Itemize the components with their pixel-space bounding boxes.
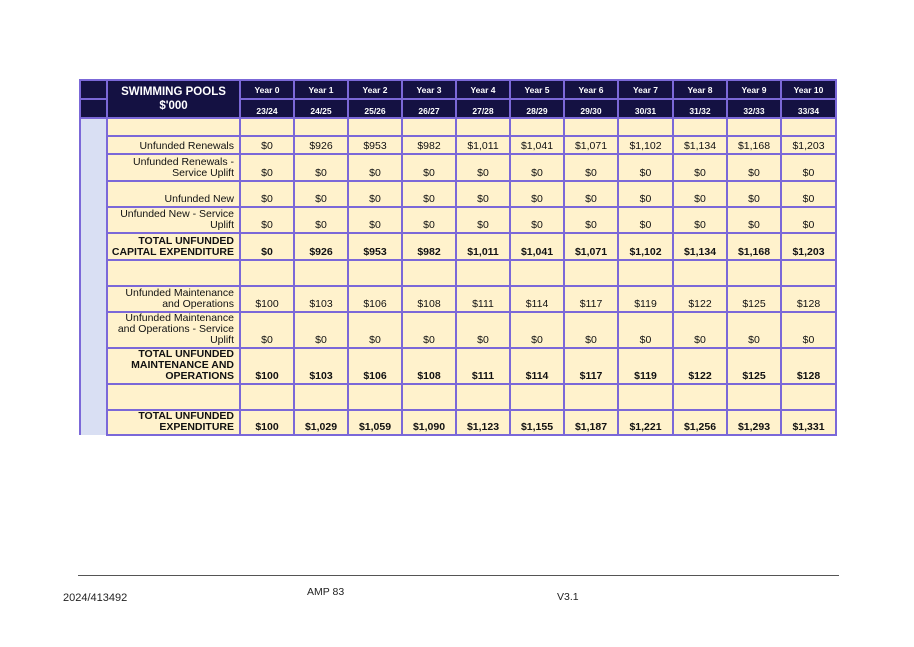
- row-label: [107, 384, 240, 410]
- row-value-year-2: $106: [348, 286, 402, 312]
- row-value-year-6: [564, 384, 618, 410]
- row-value-year-5: $0: [510, 207, 564, 233]
- row-value-year-3: [402, 260, 456, 286]
- row-value-year-0: $100: [240, 286, 294, 312]
- row-label: [107, 260, 240, 286]
- header-period-7: 30/31: [618, 99, 673, 118]
- table-row: [80, 207, 836, 233]
- row-value-year-7: [618, 260, 673, 286]
- row-value-year-2: $0: [348, 181, 402, 207]
- row-label: TOTAL UNFUNDED EXPENDITURE: [107, 410, 240, 435]
- row-value-year-0: $0: [240, 312, 294, 348]
- header-year-8: Year 8: [673, 80, 727, 99]
- spacer-row: [80, 260, 836, 286]
- row-value-year-6: [564, 118, 618, 136]
- row-value-year-3: $982: [402, 136, 456, 154]
- row-value-year-6: $1,187: [564, 410, 618, 435]
- row-value-year-6: $1,071: [564, 233, 618, 260]
- row-value-year-10: $1,203: [781, 136, 836, 154]
- row-value-year-2: $0: [348, 207, 402, 233]
- row-value-year-7: $0: [618, 181, 673, 207]
- row-value-year-8: $1,134: [673, 233, 727, 260]
- row-value-year-5: $114: [510, 286, 564, 312]
- row-value-year-1: [294, 118, 348, 136]
- row-value-year-3: $982: [402, 233, 456, 260]
- row-value-year-4: [456, 118, 510, 136]
- row-value-year-4: $0: [456, 154, 510, 181]
- table-title: [107, 80, 240, 118]
- table-header: [80, 80, 836, 118]
- row-value-year-1: $0: [294, 207, 348, 233]
- footer-doc-number: 2024/413492: [63, 592, 128, 604]
- footer-page-label: AMP 83: [307, 586, 345, 598]
- row-label: Unfunded New: [107, 181, 240, 207]
- row-value-year-3: $108: [402, 348, 456, 384]
- row-value-year-2: $0: [348, 154, 402, 181]
- row-value-year-5: $1,041: [510, 136, 564, 154]
- header-period-1: 24/25: [294, 99, 348, 118]
- row-value-year-8: $0: [673, 312, 727, 348]
- row-label: Unfunded Renewals - Service Uplift: [107, 154, 240, 181]
- header-period-10: 33/34: [781, 99, 836, 118]
- row-value-year-8: $1,134: [673, 136, 727, 154]
- table-row: [80, 410, 836, 435]
- row-value-year-1: $0: [294, 181, 348, 207]
- header-year-3: Year 3: [402, 80, 456, 99]
- table-title-line2: $'000: [159, 100, 188, 112]
- row-value-year-9: $0: [727, 312, 781, 348]
- header-year-2: Year 2: [348, 80, 402, 99]
- footer-divider: [78, 575, 839, 576]
- row-value-year-3: $0: [402, 312, 456, 348]
- header-period-4: 27/28: [456, 99, 510, 118]
- header-year-7: Year 7: [618, 80, 673, 99]
- row-strip-cell: [80, 260, 107, 286]
- row-value-year-3: $0: [402, 154, 456, 181]
- row-value-year-2: $953: [348, 233, 402, 260]
- row-value-year-10: $128: [781, 348, 836, 384]
- row-value-year-2: [348, 118, 402, 136]
- row-value-year-0: $0: [240, 233, 294, 260]
- row-label: TOTAL UNFUNDED CAPITAL EXPENDITURE: [107, 233, 240, 260]
- row-value-year-3: [402, 384, 456, 410]
- row-value-year-1: $926: [294, 233, 348, 260]
- row-value-year-9: [727, 384, 781, 410]
- row-value-year-10: $0: [781, 154, 836, 181]
- row-value-year-2: [348, 260, 402, 286]
- row-value-year-8: $1,256: [673, 410, 727, 435]
- row-value-year-3: $0: [402, 181, 456, 207]
- row-value-year-10: $1,203: [781, 233, 836, 260]
- row-value-year-7: $1,102: [618, 233, 673, 260]
- row-value-year-1: $0: [294, 312, 348, 348]
- table-body: [80, 118, 836, 435]
- row-value-year-9: $125: [727, 286, 781, 312]
- row-value-year-9: $1,168: [727, 136, 781, 154]
- row-label: Unfunded Maintenance and Operations: [107, 286, 240, 312]
- header-period-8: 31/32: [673, 99, 727, 118]
- row-value-year-5: [510, 260, 564, 286]
- row-value-year-8: [673, 118, 727, 136]
- row-value-year-4: [456, 384, 510, 410]
- row-value-year-1: $103: [294, 286, 348, 312]
- row-value-year-7: $0: [618, 312, 673, 348]
- row-value-year-4: $1,011: [456, 136, 510, 154]
- row-value-year-4: [456, 260, 510, 286]
- header-period-3: 26/27: [402, 99, 456, 118]
- header-period-5: 28/29: [510, 99, 564, 118]
- row-value-year-9: $0: [727, 181, 781, 207]
- row-value-year-7: [618, 384, 673, 410]
- row-value-year-9: $1,293: [727, 410, 781, 435]
- row-value-year-8: $122: [673, 348, 727, 384]
- spacer-row: [80, 118, 836, 136]
- row-label: Unfunded Renewals: [107, 136, 240, 154]
- row-label: [107, 118, 240, 136]
- row-value-year-10: $128: [781, 286, 836, 312]
- row-value-year-10: [781, 260, 836, 286]
- row-value-year-7: $1,102: [618, 136, 673, 154]
- row-value-year-8: $122: [673, 286, 727, 312]
- table-row: [80, 136, 836, 154]
- row-value-year-6: $0: [564, 312, 618, 348]
- row-label: TOTAL UNFUNDED MAINTENANCE AND OPERATIONS: [107, 348, 240, 384]
- row-value-year-2: $0: [348, 312, 402, 348]
- row-strip-cell: [80, 286, 107, 312]
- table-row: [80, 286, 836, 312]
- row-value-year-5: $114: [510, 348, 564, 384]
- row-value-year-6: $0: [564, 207, 618, 233]
- row-value-year-4: $0: [456, 207, 510, 233]
- row-value-year-10: $0: [781, 181, 836, 207]
- swimming-pools-unfunded-table: [79, 79, 837, 436]
- header-year-0: Year 0: [240, 80, 294, 99]
- row-value-year-8: $0: [673, 154, 727, 181]
- row-value-year-0: [240, 384, 294, 410]
- row-label: Unfunded New - Service Uplift: [107, 207, 240, 233]
- row-strip-cell: [80, 118, 107, 136]
- header-period-9: 32/33: [727, 99, 781, 118]
- row-strip-cell: [80, 410, 107, 435]
- row-value-year-9: $1,168: [727, 233, 781, 260]
- header-year-5: Year 5: [510, 80, 564, 99]
- row-label: Unfunded Maintenance and Operations - Service Uplift: [107, 312, 240, 348]
- row-strip-cell: [80, 348, 107, 384]
- row-strip-cell: [80, 233, 107, 260]
- table-row: [80, 233, 836, 260]
- header-strip-cell: [80, 80, 107, 99]
- row-value-year-9: [727, 260, 781, 286]
- row-strip-cell: [80, 312, 107, 348]
- row-value-year-10: $1,331: [781, 410, 836, 435]
- table-row: [80, 181, 836, 207]
- row-value-year-10: $0: [781, 312, 836, 348]
- row-value-year-6: $0: [564, 181, 618, 207]
- row-value-year-8: [673, 384, 727, 410]
- row-value-year-7: [618, 118, 673, 136]
- header-year-4: Year 4: [456, 80, 510, 99]
- row-value-year-6: $117: [564, 286, 618, 312]
- row-value-year-7: $1,221: [618, 410, 673, 435]
- row-value-year-0: $0: [240, 154, 294, 181]
- row-value-year-7: $119: [618, 348, 673, 384]
- row-value-year-2: $953: [348, 136, 402, 154]
- header-year-9: Year 9: [727, 80, 781, 99]
- row-value-year-4: $111: [456, 348, 510, 384]
- row-strip-cell: [80, 154, 107, 181]
- row-value-year-4: $1,011: [456, 233, 510, 260]
- row-value-year-4: $0: [456, 181, 510, 207]
- row-value-year-1: $926: [294, 136, 348, 154]
- row-value-year-5: $0: [510, 154, 564, 181]
- row-value-year-1: $103: [294, 348, 348, 384]
- row-value-year-10: $0: [781, 207, 836, 233]
- row-value-year-8: $0: [673, 181, 727, 207]
- row-value-year-2: $1,059: [348, 410, 402, 435]
- header-period-2: 25/26: [348, 99, 402, 118]
- row-value-year-8: [673, 260, 727, 286]
- row-value-year-2: $106: [348, 348, 402, 384]
- row-value-year-10: [781, 118, 836, 136]
- row-value-year-0: [240, 260, 294, 286]
- row-value-year-9: $0: [727, 207, 781, 233]
- row-value-year-3: [402, 118, 456, 136]
- row-value-year-3: $108: [402, 286, 456, 312]
- row-value-year-5: $0: [510, 312, 564, 348]
- header-period-0: 23/24: [240, 99, 294, 118]
- row-strip-cell: [80, 181, 107, 207]
- row-value-year-3: $1,090: [402, 410, 456, 435]
- row-strip-cell: [80, 136, 107, 154]
- row-value-year-4: $1,123: [456, 410, 510, 435]
- row-value-year-0: $100: [240, 410, 294, 435]
- row-value-year-5: [510, 384, 564, 410]
- row-value-year-9: [727, 118, 781, 136]
- header-year-1: Year 1: [294, 80, 348, 99]
- table-row: [80, 348, 836, 384]
- header-strip-cell: [80, 99, 107, 118]
- header-year-10: Year 10: [781, 80, 836, 99]
- row-value-year-6: [564, 260, 618, 286]
- row-value-year-0: $100: [240, 348, 294, 384]
- row-value-year-0: $0: [240, 136, 294, 154]
- row-value-year-1: $1,029: [294, 410, 348, 435]
- row-value-year-10: [781, 384, 836, 410]
- row-value-year-1: [294, 384, 348, 410]
- table-title-line1: SWIMMING POOLS: [121, 86, 226, 98]
- row-value-year-7: $0: [618, 207, 673, 233]
- row-value-year-7: $0: [618, 154, 673, 181]
- row-value-year-8: $0: [673, 207, 727, 233]
- row-value-year-9: $125: [727, 348, 781, 384]
- table-row: [80, 154, 836, 181]
- header-year-6: Year 6: [564, 80, 618, 99]
- spacer-row: [80, 384, 836, 410]
- row-value-year-1: [294, 260, 348, 286]
- row-value-year-1: $0: [294, 154, 348, 181]
- footer-version: V3.1: [557, 591, 579, 603]
- row-value-year-7: $119: [618, 286, 673, 312]
- row-value-year-5: $0: [510, 181, 564, 207]
- row-value-year-3: $0: [402, 207, 456, 233]
- row-value-year-2: [348, 384, 402, 410]
- row-value-year-5: $1,041: [510, 233, 564, 260]
- row-value-year-6: $117: [564, 348, 618, 384]
- row-value-year-9: $0: [727, 154, 781, 181]
- row-value-year-6: $1,071: [564, 136, 618, 154]
- header-period-6: 29/30: [564, 99, 618, 118]
- row-value-year-6: $0: [564, 154, 618, 181]
- row-value-year-4: $111: [456, 286, 510, 312]
- row-value-year-0: $0: [240, 207, 294, 233]
- row-value-year-0: [240, 118, 294, 136]
- row-value-year-5: [510, 118, 564, 136]
- table-row: [80, 312, 836, 348]
- row-value-year-0: $0: [240, 181, 294, 207]
- row-strip-cell: [80, 207, 107, 233]
- row-value-year-4: $0: [456, 312, 510, 348]
- header-row-years: [80, 80, 836, 99]
- row-value-year-5: $1,155: [510, 410, 564, 435]
- row-strip-cell: [80, 384, 107, 410]
